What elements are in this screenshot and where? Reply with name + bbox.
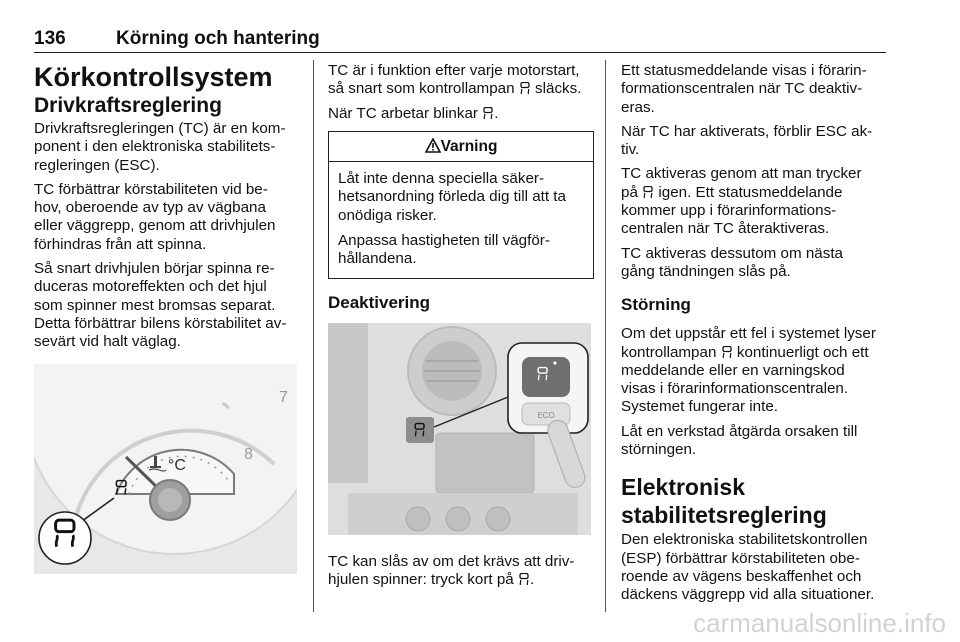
column-1: [34, 62, 304, 574]
svg-text:7: 7: [279, 388, 288, 406]
dashboard-button-illustration: [328, 323, 591, 535]
paragraph: Så snart drivhjulen börjar spinna re- duceras motoreffekten och det hjul som spinner mest bromsas separat. Detta förbättrar bilens körstabilitet av- sevärt vid halt väglag.: [34, 260, 287, 351]
paragraph: TC kan slås av om det krävs att driv- hjulen spinner: tryck kort på .: [328, 552, 575, 588]
page-header: [34, 26, 886, 53]
paragraph: Låt en verkstad åtgärda orsaken till störningen.: [621, 422, 858, 459]
traction-control-icon: [642, 186, 654, 199]
column-divider: [605, 60, 606, 612]
traction-control-icon: [518, 573, 530, 586]
subsection-heading: Drivkraftsreglering: [34, 94, 222, 117]
paragraph: Den elektroniska stabilitetskontrollen (ESP) förbättrar körstabiliteten obe- roende av vägens beskaffenhet och däckens väggrepp vid alla situationer.: [621, 531, 875, 604]
paragraph: TC aktiveras dessutom om nästa gång tändningen slås på.: [621, 244, 843, 280]
paragraph: Om det uppstår ett fel i systemet lyser kontrollampan kontinuerligt och ett meddelande eller en varningskod visas i förarinformationscentralen. Systemet fungerar inte.: [621, 325, 876, 416]
paragraph: TC är i funktion efter varje motorstart, så snart som kontrollampan släcks.: [328, 62, 582, 98]
section-heading: Störning: [621, 295, 691, 315]
column-3: [621, 62, 887, 611]
warning-text: Anpassa hastigheten till vägför- hållandena.: [338, 232, 550, 268]
paragraph: TC förbättrar körstabiliteten vid be- hov, oberoende av typ av vägbana eller väggrepp, genom att drivhjulen förhindras från att spinna.: [34, 180, 276, 253]
warning-triangle-icon: [425, 138, 441, 153]
traction-control-icon: [721, 346, 733, 359]
warning-header: Varning: [329, 132, 593, 162]
paragraph: När TC arbetar blinkar .: [328, 104, 499, 122]
temperature-unit-label: °C: [168, 456, 186, 474]
paragraph: Ett statusmeddelande visas i förarin- formationscentralen när TC deaktiv- eras.: [621, 62, 867, 116]
section-heading: Deaktivering: [328, 292, 431, 312]
warning-box: [328, 131, 594, 279]
warning-text: Låt inte denna speciella säker- hetsanordning förleda dig till att ta onödiga risker.: [338, 170, 566, 224]
traction-control-icon: [519, 82, 531, 95]
svg-text:8: 8: [244, 445, 253, 463]
section-heading: Elektronisk stabilitetsreglering: [621, 474, 827, 529]
paragraph: Drivkraftsregleringen (TC) är en kom- ponent i den elektroniska stabilitets- regleringen (ESC).: [34, 120, 286, 174]
section-heading: Körkontrollsystem: [34, 62, 273, 92]
paragraph: TC aktiveras genom att man trycker på igen. Ett statusmeddelande kommer upp i förarinformations- centralen när TC återaktiveras.: [621, 165, 862, 238]
paragraph: När TC har aktiverats, förblir ESC ak- tiv.: [621, 122, 873, 159]
page-number: 136: [34, 28, 66, 49]
chapter-title: Körning och hantering: [116, 28, 320, 49]
column-2: [328, 62, 596, 595]
traction-control-icon: [482, 107, 494, 120]
eco-button-label: ECO: [537, 410, 555, 420]
watermark: carmanualsonline.info: [693, 608, 946, 638]
instrument-gauge-illustration: [34, 364, 297, 574]
column-divider: [313, 60, 314, 612]
